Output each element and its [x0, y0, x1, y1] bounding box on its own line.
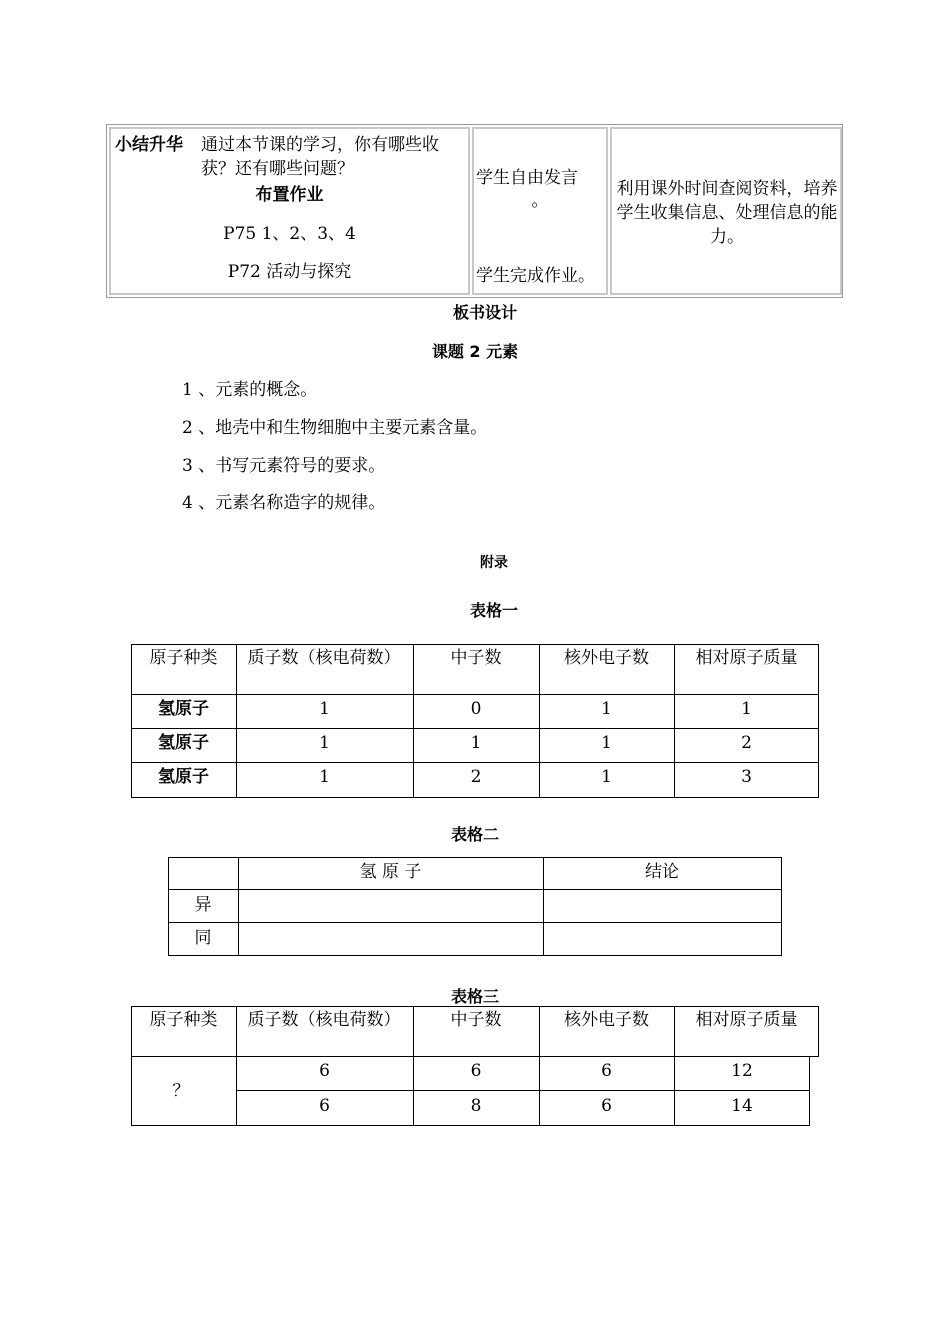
table1-cell: 氢原子	[158, 767, 209, 787]
table3-rule	[131, 1056, 819, 1057]
table3-border	[131, 1006, 819, 1007]
student-activity-2: 学生完成作业。	[476, 266, 595, 286]
board-item-2: 2 、地壳中和生物细胞中主要元素含量。	[182, 418, 488, 438]
table3-merged-label: ？	[172, 1081, 190, 1101]
table1-rule	[131, 694, 819, 695]
table3-header: 质子数（核电荷数）	[247, 1010, 401, 1030]
table2-header: 结论	[645, 862, 679, 882]
table2-row-label: 同	[194, 928, 212, 948]
table3-header: 核外电子数	[564, 1010, 649, 1030]
table1-header: 原子种类	[149, 648, 218, 668]
table3-border	[131, 1125, 810, 1126]
table3-rule	[236, 1090, 810, 1091]
table1-header: 质子数（核电荷数）	[247, 648, 401, 668]
table1-cell: 1	[601, 733, 612, 753]
table1-cell: 3	[741, 767, 752, 787]
summary-question: 通过本节课的学习，你有哪些收获？还有哪些问题？	[201, 135, 439, 179]
table2-row-label: 异	[194, 895, 212, 915]
table1-title: 表格一	[469, 601, 518, 620]
table1-cell: 1	[319, 699, 330, 719]
table3-cell: 6	[319, 1096, 330, 1116]
homework-item-2: P72 活动与探究	[227, 262, 352, 282]
table1-cell: 1	[741, 699, 752, 719]
table1-cell: 0	[470, 699, 482, 719]
table1-header: 中子数	[450, 648, 502, 668]
table3-title: 表格三	[450, 987, 499, 1006]
table3-cell: 6	[601, 1061, 612, 1081]
table1-cell: 1	[470, 733, 482, 753]
table2-border	[781, 857, 782, 956]
student-activity-1: 学生自由发言	[476, 168, 578, 188]
appendix-heading: 附录	[480, 555, 508, 571]
table3-cell: 6	[601, 1096, 612, 1116]
design-intent-cell	[610, 127, 842, 295]
table1-cell: 2	[741, 733, 752, 753]
homework-item-1: P75 1、2、3、4	[223, 224, 356, 244]
table1-header: 相对原子质量	[695, 648, 798, 668]
board-item-4: 4 、元素名称造字的规律。	[182, 493, 386, 513]
table2-rule	[168, 922, 782, 923]
table2-title: 表格二	[450, 825, 499, 844]
table1-rule	[131, 728, 819, 729]
table3-cell: 6	[470, 1061, 482, 1081]
table1-border	[131, 644, 819, 645]
homework-heading: 布置作业	[255, 185, 324, 205]
board-item-1: 1 、元素的概念。	[182, 380, 318, 400]
table1-cell: 1	[601, 699, 612, 719]
table1-border	[131, 797, 819, 798]
summary-heading: 小结升华	[115, 135, 183, 155]
table3-header: 原子种类	[149, 1010, 218, 1030]
table1-cell: 2	[470, 767, 482, 787]
table2-border	[168, 857, 782, 858]
student-activity-cell	[472, 127, 608, 295]
board-item-3: 3 、书写元素符号的要求。	[182, 456, 386, 476]
design-intent: 利用课外时间查阅资料，培养学生收集信息、处理信息的能力。	[616, 179, 838, 247]
table1-header: 核外电子数	[564, 648, 649, 668]
table3-header: 相对原子质量	[695, 1010, 798, 1030]
table3-cell: 12	[731, 1061, 753, 1081]
table1-cell: 氢原子	[158, 733, 209, 753]
table3-header: 中子数	[450, 1010, 502, 1030]
table3-cell: 6	[319, 1061, 330, 1081]
table2-rule	[168, 889, 782, 890]
table1-cell: 1	[601, 767, 612, 787]
table2-border	[168, 955, 782, 956]
table1-cell: 1	[319, 733, 330, 753]
table1-cell: 氢原子	[158, 699, 209, 719]
table1-rule	[131, 762, 819, 763]
table2-header: 氢 原 子	[359, 862, 422, 882]
board-design-topic: 课题 2 元素	[431, 342, 519, 361]
table3-cell: 14	[731, 1096, 753, 1116]
table1-cell: 1	[319, 767, 330, 787]
board-design-heading: 板书设计	[452, 303, 517, 322]
student-activity-1-end: 。	[531, 191, 549, 211]
summary-cell	[109, 127, 470, 295]
table3-cell: 8	[470, 1096, 482, 1116]
lesson-plan-table	[106, 124, 843, 298]
